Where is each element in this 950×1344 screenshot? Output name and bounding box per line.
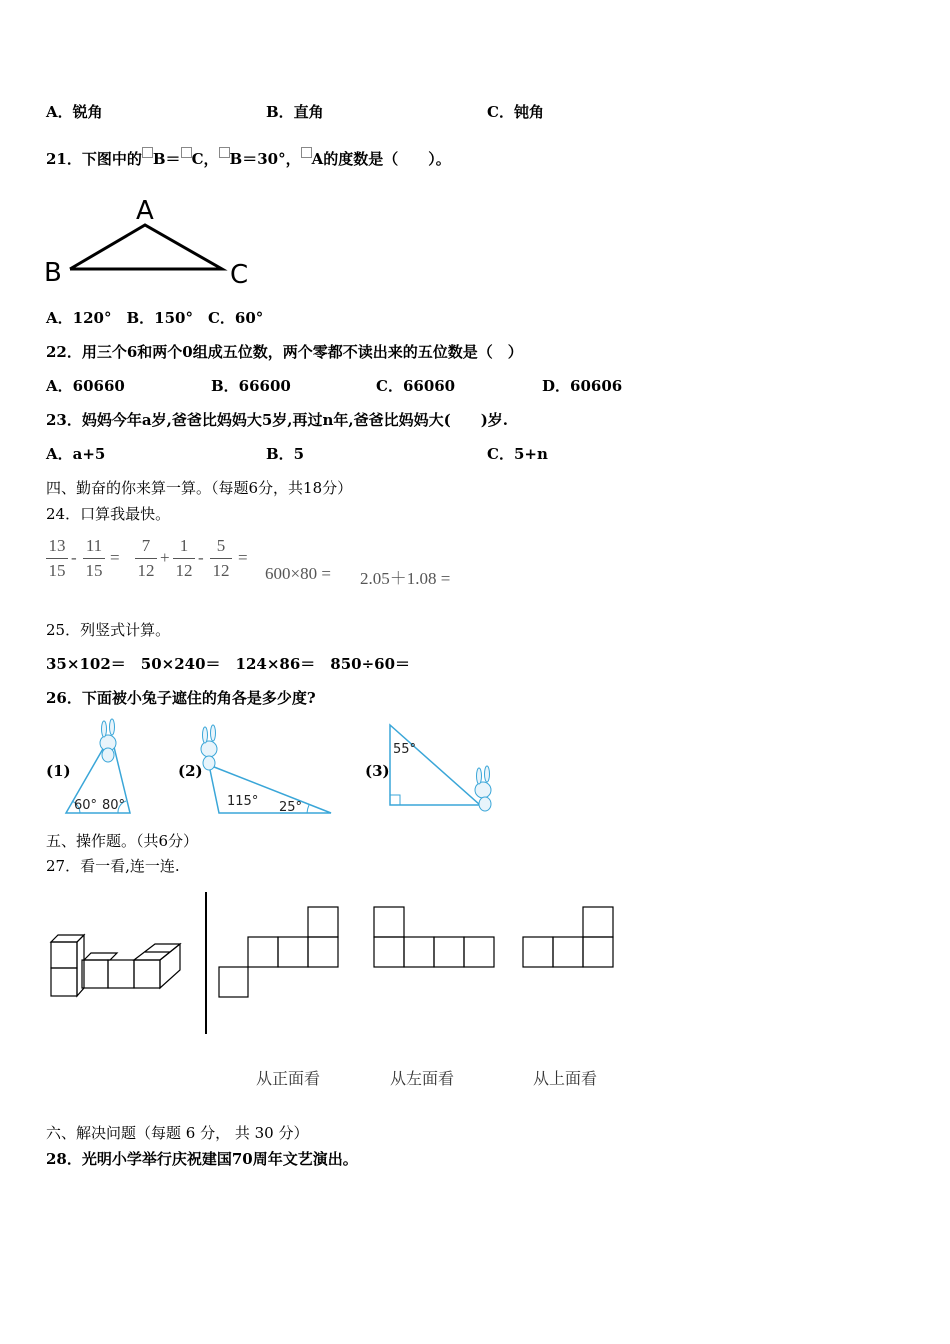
q23-question: 23．妈妈今年a岁,爸爸比妈妈大5岁,再过n年,爸爸比妈妈大( )岁. [46, 411, 509, 429]
q28-question: 28．光明小学举行庆祝建国70周年文艺演出。 [46, 1150, 358, 1168]
vertex-c-label: C [230, 260, 249, 290]
angle-60: 60° [74, 798, 98, 813]
section-4-heading: 四、勤奋的你来算一算。（每题6分，共18分） [46, 479, 353, 497]
q25-expressions: 35×102＝ 50×240＝ 124×86＝ 850÷60＝ [46, 655, 411, 673]
fraction-1-12: 1 12 [173, 536, 195, 581]
minus-sign: - [198, 548, 204, 567]
angle-symbol-icon [219, 147, 230, 158]
minus-sign: - [71, 548, 77, 567]
q22-option-a: A．60660 [46, 377, 125, 395]
fraction-11-15: 11 15 [83, 536, 105, 581]
q25-question: 25．列竖式计算。 [46, 621, 171, 639]
cube-stack-3d-figure [48, 930, 188, 1000]
fraction-5-12: 5 12 [210, 536, 232, 581]
section-5-heading: 五、操作题。（共6分） [46, 832, 199, 850]
front-view-grid [218, 905, 342, 1000]
angle-80: 80° [102, 798, 126, 813]
angle-55: 55° [393, 742, 417, 757]
equals-sign: = [110, 548, 120, 567]
rabbit-icon [201, 725, 217, 770]
q21-part-b1: B＝ [152, 150, 181, 168]
left-view-grid [372, 905, 498, 970]
q22-option-d: D．60606 [542, 377, 623, 395]
triangle-figure-3 [385, 720, 505, 820]
q20-option-a: A．锐角 [46, 103, 103, 121]
triangle-figure-1 [60, 715, 140, 820]
divider-line [205, 892, 207, 1034]
figure-3-label: (3) [365, 762, 390, 780]
q23-option-b: B．5 [266, 445, 305, 463]
vertex-a-label: A [136, 196, 154, 226]
q23-option-c: C．5+n [487, 445, 548, 463]
expr-2-05-plus-1-08: 2.05＋1.08 = [360, 569, 451, 588]
q21-question [46, 150, 451, 168]
q26-question: 26．下面被小兔子遮住的角各是多少度? [46, 689, 316, 707]
rabbit-icon [100, 719, 116, 762]
q22-question: 22．用三个6和两个0组成五位数，两个零都不读出来的五位数是（ ） [46, 343, 523, 361]
expr-600x80: 600×80 = [265, 564, 331, 583]
q22-option-b: B．66600 [211, 377, 291, 395]
triangle-abc-edges [70, 225, 222, 269]
angle-115: 115° [227, 794, 259, 809]
equals-sign: = [238, 548, 248, 567]
section-6-heading: 六、解决问题（每题 6 分， 共 30 分） [46, 1124, 309, 1142]
top-view-grid [521, 905, 617, 970]
q21-part-c: C， [191, 150, 219, 168]
figure-1-label: (1) [46, 762, 71, 780]
view-label-front: 从正面看 [256, 1069, 321, 1088]
triangle-abc-figure [40, 195, 260, 295]
q22-option-c: C．66060 [376, 377, 456, 395]
q23-option-a: A．a+5 [46, 445, 106, 463]
vertex-b-label: B [44, 258, 62, 288]
angle-symbol-icon [181, 147, 192, 158]
q20-option-c: C．钝角 [487, 103, 544, 121]
fraction-13-15: 13 15 [46, 536, 68, 581]
figure-2-label: (2) [178, 762, 203, 780]
q27-question: 27．看一看,连一连. [46, 857, 180, 875]
angle-symbol-icon [142, 147, 153, 158]
plus-sign: + [160, 548, 170, 567]
view-label-left: 从左面看 [390, 1069, 455, 1088]
fraction-7-12: 7 12 [135, 536, 157, 581]
q21-part-b2: B＝30°， [229, 150, 301, 168]
q20-option-b: B．直角 [266, 103, 324, 121]
triangle-figure-2 [195, 725, 340, 820]
q21-options: A．120° B．150° C．60° [46, 309, 264, 327]
angle-25: 25° [279, 800, 303, 815]
q21-prefix: 21．下图中的 [46, 150, 142, 168]
view-label-top: 从上面看 [533, 1069, 598, 1088]
angle-symbol-icon [301, 147, 312, 158]
q24-question: 24．口算我最快。 [46, 505, 171, 523]
q21-part-a: A的度数是（ ）。 [311, 150, 451, 168]
